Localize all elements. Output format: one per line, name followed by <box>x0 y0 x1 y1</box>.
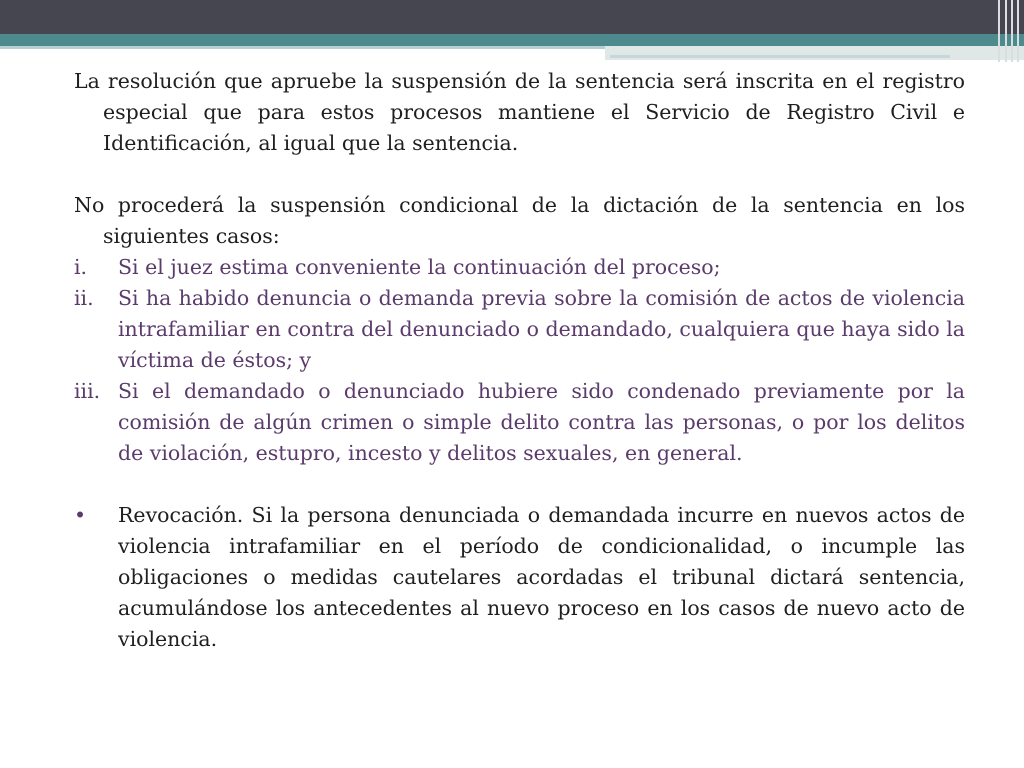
header-dark-band <box>0 0 1024 34</box>
header-accent-line-right <box>610 55 950 58</box>
list-item-text: Si ha habido denuncia o demanda previa sobre la comisión de actos de violencia intrafamiliar en contra del denunciado o demandado, cualquiera que haya sido la víctima de éstos; y <box>118 286 965 372</box>
list-marker: ii. <box>74 286 94 310</box>
cases-list <box>74 252 965 469</box>
paragraph-cases-intro: No procederá la suspensión condicional de la dictación de la sentencia en los siguientes casos: <box>74 193 965 248</box>
bullet-marker: • <box>74 503 87 527</box>
header-stripe-decoration <box>994 0 1024 62</box>
revocation-bullet <box>74 500 965 655</box>
list-item <box>74 376 965 469</box>
list-marker: iii. <box>74 379 101 403</box>
list-item-text: Si el juez estima conveniente la continuación del proceso; <box>118 255 721 279</box>
list-item <box>74 283 965 376</box>
paragraph-inscription: La resolución que apruebe la suspensión de la sentencia será inscrita en el registro especial que para estos procesos mantiene el Servicio de Registro Civil e Identificación, al igual que la sentencia. <box>74 69 965 155</box>
spacer <box>74 159 965 190</box>
revocation-text: Revocación. Si la persona denunciada o demandada incurre en nuevos actos de violencia intrafamiliar en el período de condicionalidad, o incumple las obligaciones o medidas cautelares acordadas el tribunal dictará sentencia, acumulándose los antecedentes al nuevo proceso en los casos de nuevo acto de violencia. <box>118 503 965 651</box>
slide-body <box>74 66 965 655</box>
list-item-text: Si el demandado o denunciado hubiere sido condenado previamente por la comisión de algún crimen o simple delito contra las personas, o por los delitos de violación, estupro, incesto y delitos sexuales, en general. <box>118 379 965 465</box>
list-marker: i. <box>74 255 88 279</box>
header-teal-band <box>0 34 1024 46</box>
list-item <box>74 252 965 283</box>
header-accent-line <box>0 46 605 49</box>
spacer <box>74 469 965 500</box>
